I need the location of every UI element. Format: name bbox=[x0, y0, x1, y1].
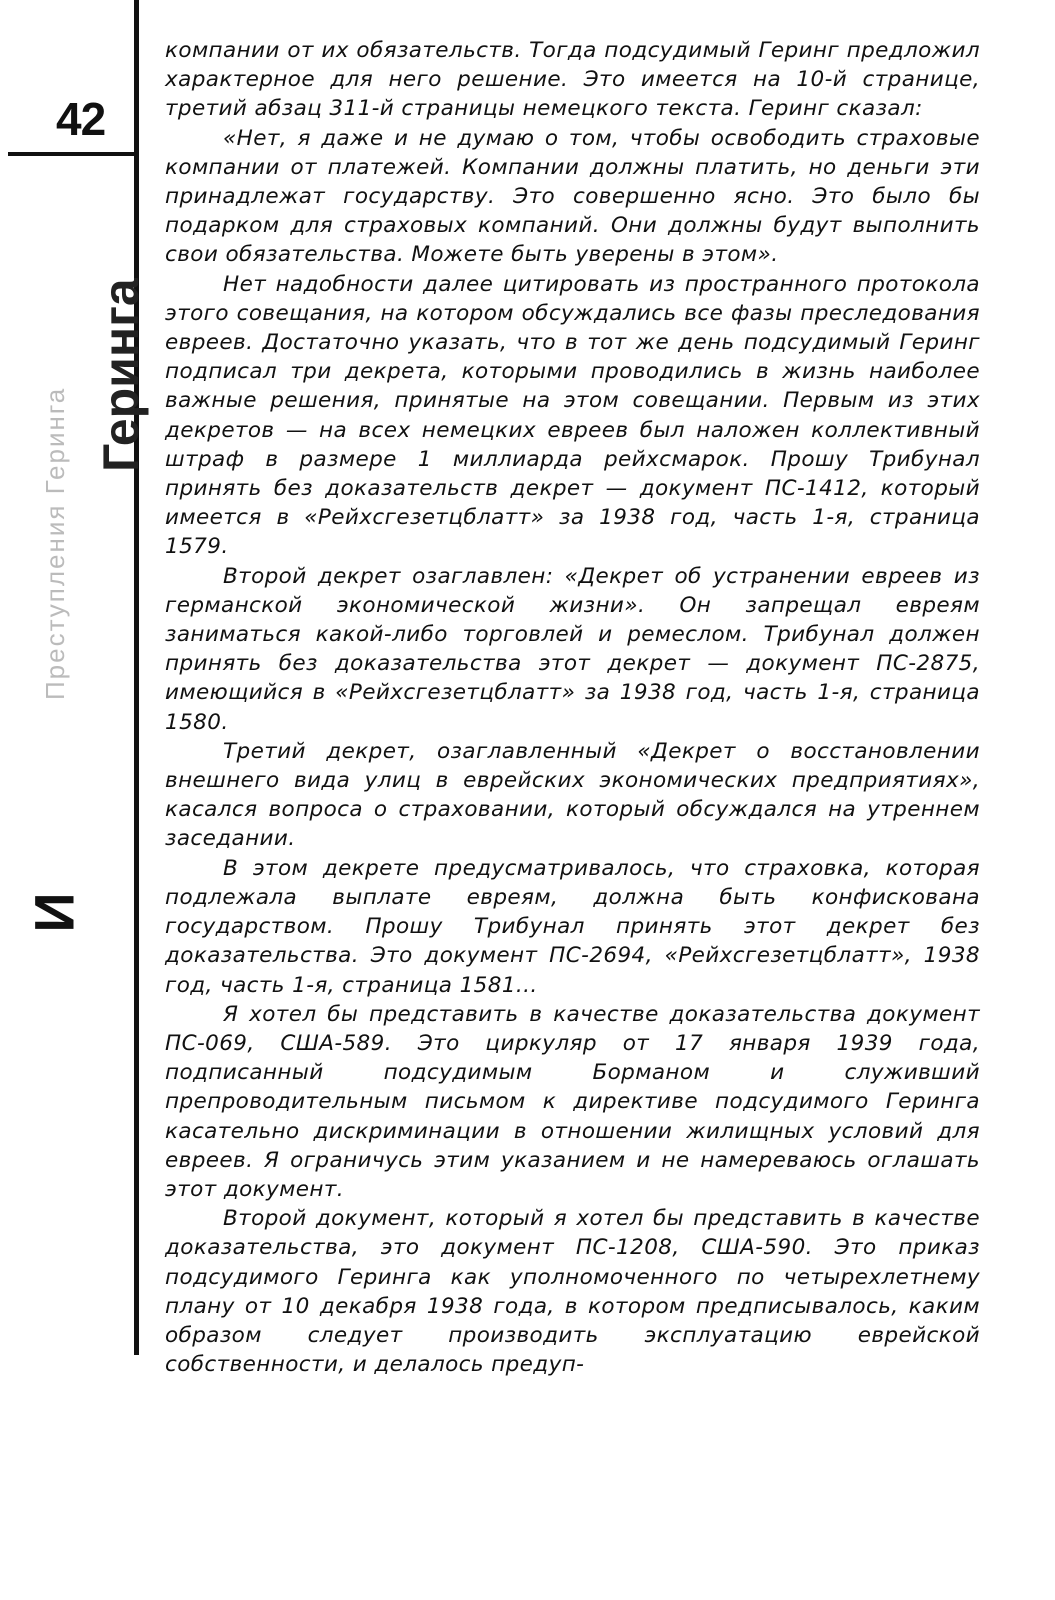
body-text bbox=[165, 36, 980, 1379]
paragraph: В этом декрете предусматривалось, что страховка, которая подлежала выплате евреям, должна быть конфискована государством. Прошу Трибунал принять этот декрет без доказательства. Это документ ПС-2694, «Рейхсгезетцблатт», 1938 год, часть 1-я, страница 1581... bbox=[165, 855, 980, 998]
page-number: 42 bbox=[56, 93, 106, 145]
paragraph: Я хотел бы представить в качестве доказательства документ ПС-069, США-589. Это циркуляр от 17 января 1939 года, подписанный подсудимым Борманом и служивший препроводительным письмом к директиве подсудимого Геринга касательно дискриминации в отношении жилищных условий для евреев. Я ограничусь этим указанием и не намереваюсь оглашать этот документ. bbox=[165, 1001, 980, 1202]
running-head: Геринга bbox=[93, 278, 149, 472]
paragraph: Третий декрет, озаглавленный «Декрет о восстановлении внешнего вида улиц в еврейских экономических предприятиях», касался вопроса о страховании, который обсуждался на утреннем заседании. bbox=[165, 738, 980, 852]
paragraph: компании от их обязательств. Тогда подсудимый Геринг предложил характерное для него решение. Это имеется на 10-й странице, третий абзац 311-й страницы немецкого текста. Геринг сказал: bbox=[165, 38, 980, 122]
series-letter: И bbox=[22, 892, 86, 933]
paragraph: Второй документ, который я хотел бы представить в качестве доказательства, это документ ПС-1208, США-590. Это приказ подсудимого Геринга как уполномоченного по четырехлетнему плану от 10 декабря 1938 года, в котором предписывалось, каким образом следует производить эксплуатацию еврейской собственности, и делалось предуп- bbox=[165, 1206, 980, 1378]
page-number-rule bbox=[8, 152, 136, 156]
paragraph: «Нет, я даже и не думаю о том, чтобы освободить страховые компании от платежей. Компании должны платить, но деньги эти принадлежат государству. Это совершенно ясно. Это было бы подарком для страховых компаний. Они должны будут выполнить свои обязательства. Можете быть уверены в этом». bbox=[165, 125, 980, 268]
margin-rule bbox=[134, 0, 139, 1355]
paragraph: Нет надобности далее цитировать из пространного протокола этого совещания, на котором обсуждались все фазы преследования евреев. Достаточно указать, что в тот же день подсудимый Геринг подписал три декрета, которыми проводились в жизнь наиболее важные решения, принятые на этом совещании. Первым из этих декретов — на всех немецких евреев был наложен коллективный штраф в размере 1 миллиарда рейхсмарок. Прошу Трибунал принять без доказательств декрет — документ ПС-1412, который имеется в «Рейхсгезетцблатт» за 1938 год, часть 1-я, страница 1579. bbox=[165, 271, 980, 560]
series-title: Преступления Геринга bbox=[40, 386, 70, 700]
paragraph: Второй декрет озаглавлен: «Декрет об устранении евреев из германской экономической жизни». Он запрещал евреям заниматься какой-либо торговлей и ремеслом. Трибунал должен принять без доказательства этот декрет — документ ПС-2875, имеющийся в «Рейхсгезетцблатт» за 1938 год, часть 1-я, страница 1580. bbox=[165, 563, 980, 735]
